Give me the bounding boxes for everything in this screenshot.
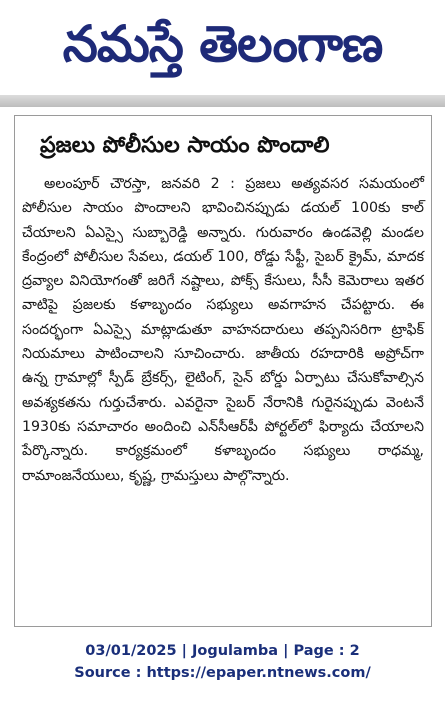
masthead-divider-bar xyxy=(0,95,445,107)
article-headline: ప్రజలు పోలీసుల సాయం పొందాలి xyxy=(40,133,330,158)
newspaper-masthead xyxy=(0,0,445,100)
newspaper-name: నమస్తే తెలంగాణ xyxy=(62,15,383,73)
page-footer xyxy=(0,640,445,684)
edition-info: 03/01/2025 | Jogulamba | Page : 2 xyxy=(85,643,360,659)
source-link[interactable]: Source : https://epaper.ntnews.com/ xyxy=(74,665,371,681)
article-body: అలంపూర్ చౌరస్తా, జనవరి 2 : ప్రజలు అత్యవసర సమయంలో పోలీసుల సాయం పొందాలని భావించినప్పుడు డయల్ 100కు కాల్ చేయాలని ఏఎస్సై సుబ్బారెడ్డి అన్నారు. గురువారం ఉండవెల్లి మండల కేంద్రంలో పోలీసుల సేవలు, డయల్ 100, రోడ్డు సేఫ్టీ, సైబర్ క్రైమ్, మాదక ద్రవ్యాల వినియోగంతో జరిగే నష్టాలు, పోక్స్ కేసులు, సీసీ కెమెరాలు ఇతర వాటిపై ప్రజలకు కళాబృందం సభ్యులు అవగాహన చేపట్టారు. ఈ సందర్భంగా ఏఎస్సై మాట్లాడుతూ వాహనదారులు తప్పనిసరిగా ట్రాఫిక్ నియమాలు పాటించాలని సూచించారు. జాతీయ రహదారికి అప్రోచ్‌గా ఉన్న గ్రామాల్లో స్పీడ్ బ్రేకర్స్, లైటింగ్, సైన్ బోర్డు ఏర్పాటు చేసుకోవాల్సిన అవశ్యకతను గుర్తుచేశారు. ఎవరైనా సైబర్ నేరానికి గురైనప్పుడు వెంటనే 1930కు సమాచారం అందించి ఎన్‌సీఆర్‌పీ పోర్టల్‌లో ఫిర్యాదు చేయాలని పేర్కొన్నారు. కార్యక్రమంలో కళాబృందం సభ్యులు రాధమ్మ, రామాంజనేయులు, కృష్ణ, గ్రామస్తులు పాల్గొన్నారు. xyxy=(22,176,424,484)
